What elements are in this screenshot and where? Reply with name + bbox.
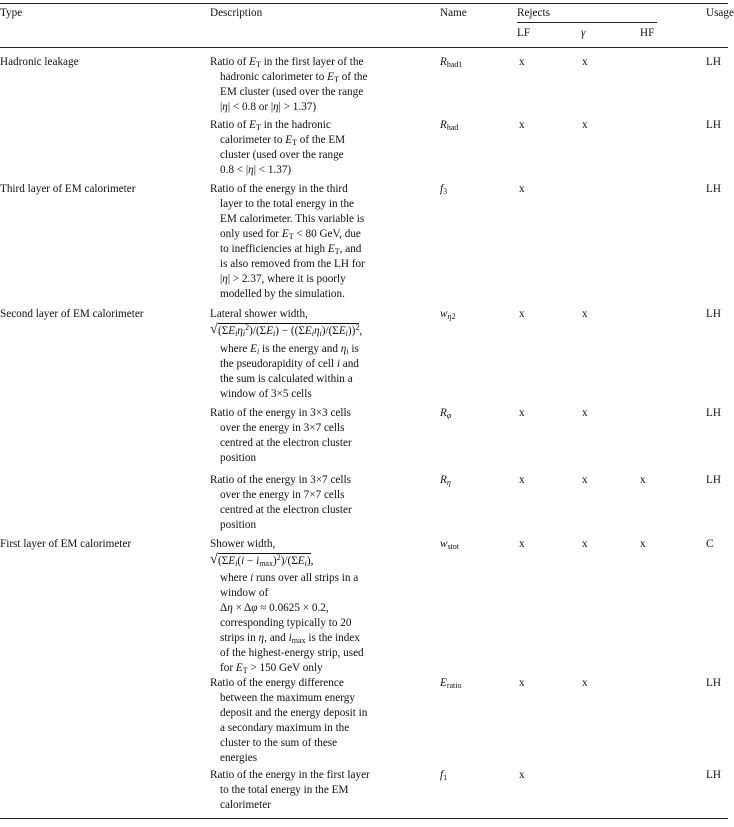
table-top-rule bbox=[0, 3, 728, 4]
description-line: window of 3×5 cells bbox=[220, 388, 312, 400]
description-line: centred at the electron cluster bbox=[220, 504, 352, 516]
description-cell bbox=[210, 473, 410, 533]
hf-mark: x bbox=[640, 474, 646, 486]
description-line: Ratio of $E_T$ in the first layer of the bbox=[210, 56, 364, 69]
usage-cell: LH bbox=[706, 119, 721, 131]
description-line: position bbox=[220, 519, 257, 531]
description-line: 0.8 < |η| < 1.37) bbox=[220, 164, 292, 176]
description-line: |η| > 2.37, where it is poorly bbox=[220, 273, 346, 285]
gamma-mark: x bbox=[582, 56, 588, 68]
description-line: Ratio of the energy in 3×7 cells bbox=[210, 474, 351, 486]
name-cell: $w_{stot}$ bbox=[440, 538, 460, 551]
description-line: is also removed from the LH for bbox=[220, 258, 365, 270]
description-line: Ratio of $E_T$ in the hadronic bbox=[210, 119, 331, 132]
rejects-subheader-rule bbox=[517, 22, 657, 23]
description-line: over the energy in 3×7 cells bbox=[220, 422, 345, 434]
usage-cell: LH bbox=[706, 308, 721, 320]
description-line: for $E_T > 150$ GeV only bbox=[220, 662, 323, 675]
gamma-mark: x bbox=[582, 538, 588, 550]
header-gamma: γ bbox=[581, 27, 586, 39]
description-line: between the maximum energy bbox=[220, 692, 355, 704]
description-line: the pseudorapidity of cell i and bbox=[220, 358, 359, 370]
header-name: Name bbox=[440, 7, 467, 19]
name-cell: $f_1$ bbox=[440, 769, 448, 782]
description-line: layer to the total energy in the bbox=[220, 198, 354, 210]
lf-mark: x bbox=[519, 538, 525, 550]
description-line: corresponding typically to 20 bbox=[220, 617, 352, 629]
description-line: energies bbox=[220, 752, 258, 764]
description-cell bbox=[210, 307, 440, 402]
gamma-mark: x bbox=[582, 474, 588, 486]
lf-mark: x bbox=[519, 56, 525, 68]
lf-mark: x bbox=[519, 308, 525, 320]
description-line: where $E_i$ is the energy and $\eta_i$ is bbox=[220, 343, 359, 356]
usage-cell: LH bbox=[706, 56, 721, 68]
description-line: Δη × Δφ ≈ 0.0625 × 0.2, bbox=[220, 602, 329, 614]
description-line: centred at the electron cluster bbox=[220, 437, 352, 449]
description-line: Ratio of the energy in 3×3 cells bbox=[210, 407, 351, 419]
type-cell: Second layer of EM calorimeter bbox=[0, 308, 144, 320]
header-rejects: Rejects bbox=[517, 7, 550, 19]
description-line: position bbox=[220, 452, 257, 464]
description-line: only used for $E_T < 80$ GeV, due bbox=[220, 228, 361, 241]
header-hf: HF bbox=[640, 27, 655, 39]
type-cell: Third layer of EM calorimeter bbox=[0, 183, 136, 195]
description-line: modelled by the simulation. bbox=[220, 288, 345, 300]
description-line: to the total energy in the EM bbox=[220, 784, 349, 796]
lf-mark: x bbox=[519, 677, 525, 689]
description-line: window of bbox=[220, 587, 269, 599]
description-line: calorimeter bbox=[220, 799, 271, 811]
usage-cell: LH bbox=[706, 474, 721, 486]
description-line: over the energy in 7×7 cells bbox=[220, 489, 345, 501]
header-description: Description bbox=[210, 7, 263, 19]
lf-mark: x bbox=[519, 119, 525, 131]
type-cell: First layer of EM calorimeter bbox=[0, 538, 132, 550]
description-line: |η| < 0.8 or |η| > 1.37) bbox=[220, 101, 317, 113]
description-line: Shower width, bbox=[210, 538, 276, 550]
hf-mark: x bbox=[640, 538, 646, 550]
description-line: Lateral shower width, bbox=[210, 308, 308, 320]
description-line: the sum is calculated within a bbox=[220, 373, 353, 385]
description-cell bbox=[210, 182, 410, 302]
gamma-mark: x bbox=[582, 308, 588, 320]
name-cell: $f_3$ bbox=[440, 183, 448, 196]
description-line: calorimeter to $E_T$ of the EM bbox=[220, 134, 346, 147]
description-line: Ratio of the energy in the third bbox=[210, 183, 348, 195]
name-cell: $w_{\eta 2}$ bbox=[440, 308, 456, 321]
description-line: EM cluster (used over the range bbox=[220, 86, 364, 98]
lf-mark: x bbox=[519, 769, 525, 781]
description-cell bbox=[210, 118, 410, 178]
gamma-mark: x bbox=[582, 407, 588, 419]
description-formula: √ $(\Sigma E_i(i - i_{max})^2)/(\Sigma E_i)$, bbox=[210, 554, 425, 569]
description-line: cluster to the sum of these bbox=[220, 737, 338, 749]
usage-cell: LH bbox=[706, 183, 721, 195]
gamma-mark: x bbox=[582, 677, 588, 689]
header-usage: Usage bbox=[706, 7, 734, 19]
usage-cell: LH bbox=[706, 769, 721, 781]
lf-mark: x bbox=[519, 474, 525, 486]
header-type: Type bbox=[0, 7, 23, 19]
description-line: to inefficiencies at high $E_T$, and bbox=[220, 243, 362, 256]
usage-cell: LH bbox=[706, 407, 721, 419]
usage-cell: C bbox=[706, 538, 714, 550]
description-line: a secondary maximum in the bbox=[220, 722, 350, 734]
description-line: deposit and the energy deposit in bbox=[220, 707, 368, 719]
description-line: strips in η, and $i_{max}$ is the index bbox=[220, 632, 360, 645]
lf-mark: x bbox=[519, 183, 525, 195]
usage-cell: LH bbox=[706, 677, 721, 689]
name-cell: $R_{had1}$ bbox=[440, 56, 463, 69]
table-header-rule bbox=[0, 47, 728, 48]
name-cell: $R_\varphi$ bbox=[440, 407, 452, 420]
table-bottom-rule bbox=[0, 818, 728, 819]
type-cell: Hadronic leakage bbox=[0, 56, 79, 68]
description-line: hadronic calorimeter to $E_T$ of the bbox=[220, 71, 368, 84]
description-cell bbox=[210, 55, 410, 115]
description-cell bbox=[210, 676, 410, 766]
description-formula: √ $(\Sigma E_i\eta_i^2)/(\Sigma E_i) - ((\Sigma E_i\eta_i)/(\Sigma E_i))^2$, bbox=[210, 324, 440, 339]
gamma-mark: x bbox=[582, 119, 588, 131]
description-line: Ratio of the energy difference bbox=[210, 677, 344, 689]
description-line: where i runs over all strips in a bbox=[220, 572, 359, 584]
description-cell bbox=[210, 537, 425, 676]
lf-mark: x bbox=[519, 407, 525, 419]
name-cell: $R_{had}$ bbox=[440, 119, 459, 132]
description-line: of the highest-energy strip, used bbox=[220, 647, 364, 659]
description-line: EM calorimeter. This variable is bbox=[220, 213, 365, 225]
name-cell: $R_\eta$ bbox=[440, 474, 451, 487]
description-line: cluster (used over the range bbox=[220, 149, 344, 161]
description-cell bbox=[210, 406, 410, 466]
description-cell bbox=[210, 768, 410, 813]
header-lf: LF bbox=[517, 27, 531, 39]
name-cell: $E_{ratio}$ bbox=[440, 677, 462, 690]
description-line: Ratio of the energy in the first layer bbox=[210, 769, 370, 781]
